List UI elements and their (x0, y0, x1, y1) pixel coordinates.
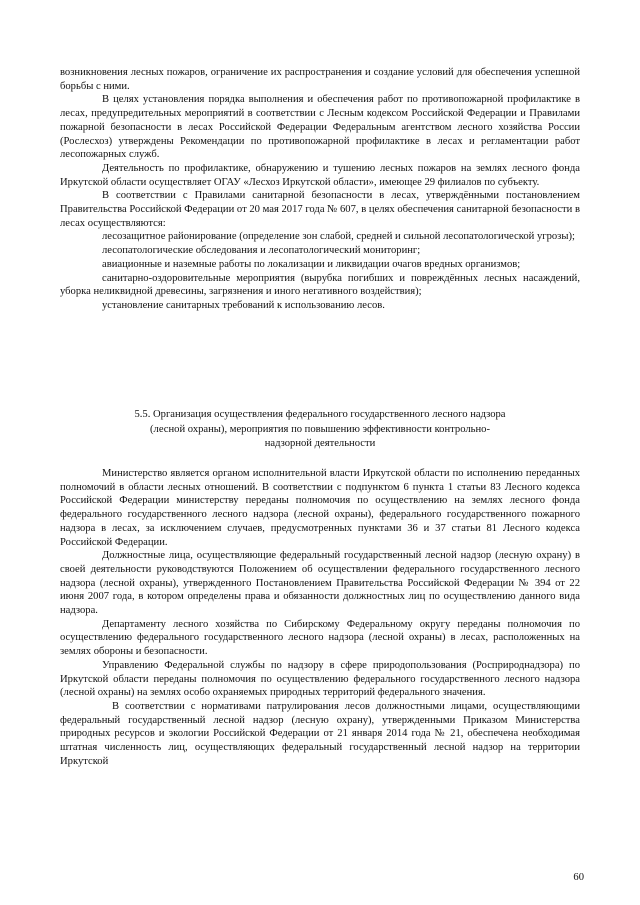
list-item-sanitary-measures: санитарно-оздоровительные мероприятия (вырубка погибших и повреждённых лесных насаждений, уборка неликвидной древесины, загрязнения и иного негативного воздействия); (60, 272, 580, 298)
paragraph-fire-prevention: В целях установления порядка выполнения и обеспечения работ по противопожарной профилактике в лесах, предупредительных мероприятий в соответствии с Лесным кодексом Российской Федерации и Правилами пожарной безопасности в лесах Российской Федерации Федеральным агентством лесного хозяйства России (Рослесхоз) утверждены Рекомендации по противопожарной профилактике в лесах и регламентации работ лесопожарных служб. (60, 94, 580, 161)
paragraph-department: Департаменту лесного хозяйства по Сибирскому Федеральному округу переданы полномочия по осуществлению федерального государственного лесного надзора (лесной охраны) в лесах, расположенных на землях обороны и безопасности. (60, 618, 580, 658)
top-text-block (60, 66, 580, 313)
list-item-aviation: авиационные и наземные работы по локализации и ликвидации очагов вредных организмов; (102, 258, 521, 270)
list-item-zoning: лесозащитное районирование (определение зон слабой, средней и сильной лесопатологической угрозы); (102, 231, 575, 243)
list-item-requirements: установление санитарных требований к использованию лесов. (102, 299, 385, 311)
paragraph-leskhoz: Деятельность по профилактике, обнаружению и тушению лесных пожаров на землях лесного фонда Иркутской области осуществляет ОГАУ «Лесхоз Иркутской области», имеющее 29 филиалов по субъекту. (60, 162, 580, 188)
paragraph-ministry: Министерство является органом исполнительной власти Иркутской области по исполнению переданных полномочий в области лесных отношений. В соответствии с подпунктом 6 пункта 1 статьи 83 Лесного кодекса Российской Федерации министерству переданы полномочия по осуществлению на землях лесного фонда федерального государственного лесного надзора (лесной охраны), федерального государственного пожарного надзора в лесах, за исключением случаев, предусмотренных пунктами 36 и 37 статьи 81 Лесного кодекса Российской Федерации. (60, 468, 580, 548)
paragraph-officials: Должностные лица, осуществляющие федеральный государственный лесной надзор (лесную охрану) в своей деятельности руководствуются Положением об осуществлении федерального государственного лесного надзора (лесной охраны), утвержденного Постановлением Правительства Российской Федерации № 394 от 22 июня 2007 года, в котором определены права и обязанности должностных лиц по осуществлению данного вида надзора. (60, 550, 580, 617)
page-number: 60 (573, 872, 584, 883)
section-heading-line-3: надзорной деятельности (264, 438, 376, 449)
paragraph-patrol-norms: В соответствии с нормативами патрулирования лесов должностными лицами, осуществляющими федеральный государственный лесной надзор (лесную охрану), утвержденными Приказом Министерства природных ресурсов и экологии Российской Федерации от 21 января 2014 года № 21, обеспечена необходимая штатная численность лиц, осуществляющих федеральный государственный лесной надзор на территории Иркутской (60, 700, 580, 767)
section-heading (60, 408, 580, 452)
paragraph-rosprirodnadzor: Управлению Федеральной службы по надзору в сфере природопользования (Росприроднадзора) по Иркутской области переданы полномочия по осуществлению федерального государственного лесного надзора (лесной охраны) на землях особо охраняемых природных территорий федерального значения. (60, 659, 580, 699)
paragraph-continuation: возникновения лесных пожаров, ограничение их распространения и создание условий для обеспечения успешной борьбы с ними. (60, 67, 580, 92)
paragraph-sanitary-rules: В соответствии с Правилами санитарной безопасности в лесах, утверждёнными постановлением Правительства Российской Федерации от 20 мая 2017 года № 607, в целях обеспечения санитарной безопасности в лесах осуществляются: (60, 190, 580, 229)
list-item-monitoring: лесопатологические обследования и лесопатологический мониторинг; (102, 245, 421, 257)
section-heading-line-1: 5.5. Организация осуществления федерального государственного лесного надзора (134, 409, 506, 420)
section-heading-line-2: (лесной охраны), мероприятия по повышению эффективности контрольно- (150, 423, 490, 435)
bottom-text-block (60, 467, 580, 768)
